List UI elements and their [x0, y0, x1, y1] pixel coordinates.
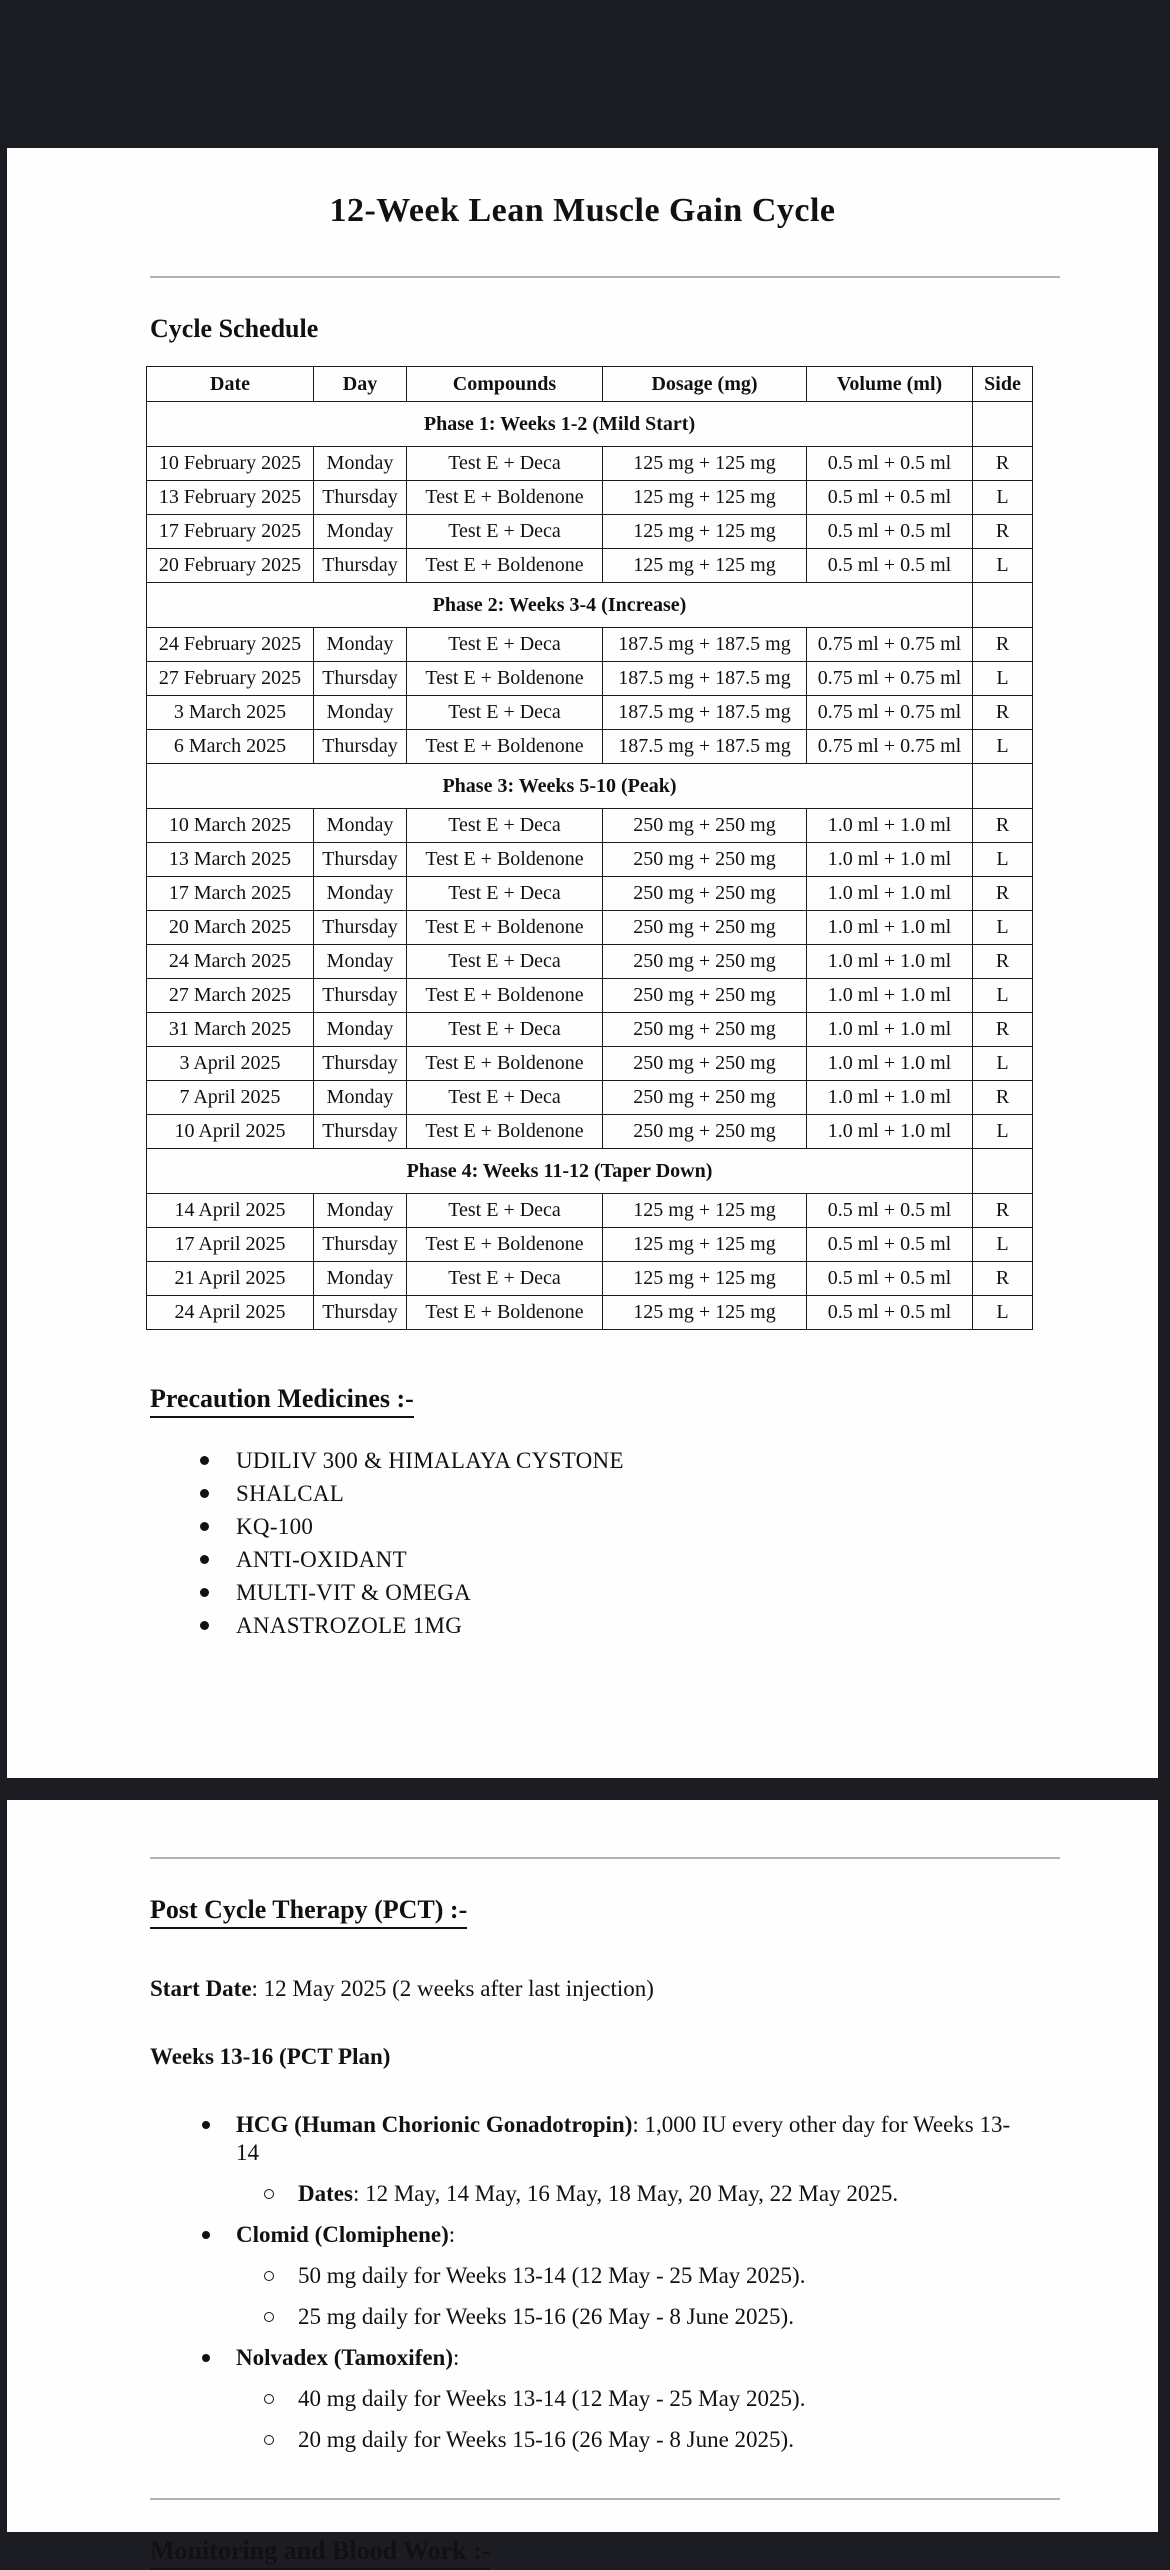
monitoring-heading [150, 2536, 1015, 2570]
table-body [147, 402, 1033, 1330]
table-row [147, 481, 1033, 515]
cell-dosage: 187.5 mg + 187.5 mg [603, 696, 807, 730]
cell-day: Monday [314, 696, 407, 730]
table-row [147, 1194, 1033, 1228]
pct-sub-item-text: 20 mg daily for Weeks 15-16 (26 May - 8 June 2025). [298, 2427, 794, 2452]
cell-dosage: 125 mg + 125 mg [603, 549, 807, 583]
cell-date: 24 April 2025 [147, 1296, 314, 1330]
pct-heading [150, 1895, 1015, 1929]
cell-dosage: 250 mg + 250 mg [603, 979, 807, 1013]
cell-dosage: 125 mg + 125 mg [603, 481, 807, 515]
cell-volume: 1.0 ml + 1.0 ml [807, 843, 973, 877]
cell-date: 3 March 2025 [147, 696, 314, 730]
cell-side: L [973, 481, 1033, 515]
horizontal-rule [150, 276, 1060, 278]
phase-side-empty-cell [973, 583, 1033, 628]
pct-item [150, 2221, 1015, 2331]
table-row [147, 447, 1033, 481]
cell-date: 10 March 2025 [147, 809, 314, 843]
table-row [147, 1228, 1033, 1262]
cell-date: 24 March 2025 [147, 945, 314, 979]
cell-compounds: Test E + Boldenone [407, 1047, 603, 1081]
cell-day: Thursday [314, 911, 407, 945]
cell-compounds: Test E + Boldenone [407, 911, 603, 945]
phase-side-empty-cell [973, 764, 1033, 809]
cell-compounds: Test E + Boldenone [407, 1296, 603, 1330]
cell-volume: 1.0 ml + 1.0 ml [807, 1013, 973, 1047]
phase-header-cell: Phase 2: Weeks 3-4 (Increase) [147, 583, 973, 628]
cell-compounds: Test E + Deca [407, 628, 603, 662]
cell-dosage: 250 mg + 250 mg [603, 911, 807, 945]
pct-sub-item [150, 2262, 1015, 2290]
pct-heading-text: Post Cycle Therapy (PCT) :- [150, 1895, 467, 1929]
cell-dosage: 187.5 mg + 187.5 mg [603, 662, 807, 696]
cell-date: 17 February 2025 [147, 515, 314, 549]
cell-dosage: 250 mg + 250 mg [603, 843, 807, 877]
pct-item [150, 2111, 1015, 2208]
cell-day: Monday [314, 1013, 407, 1047]
horizontal-rule [150, 2498, 1060, 2500]
monitoring-heading-text: Monitoring and Blood Work :- [150, 2536, 490, 2570]
cell-compounds: Test E + Boldenone [407, 979, 603, 1013]
cell-compounds: Test E + Deca [407, 696, 603, 730]
table-row [147, 662, 1033, 696]
cell-day: Thursday [314, 1296, 407, 1330]
cell-volume: 1.0 ml + 1.0 ml [807, 1115, 973, 1149]
pct-item-text: : [448, 2222, 456, 2247]
cell-compounds: Test E + Deca [407, 1194, 603, 1228]
cell-volume: 0.5 ml + 0.5 ml [807, 515, 973, 549]
cell-side: L [973, 662, 1033, 696]
cell-date: 3 April 2025 [147, 1047, 314, 1081]
cell-compounds: Test E + Deca [407, 447, 603, 481]
cell-date: 17 April 2025 [147, 1228, 314, 1262]
cell-volume: 0.5 ml + 0.5 ml [807, 481, 973, 515]
cell-volume: 1.0 ml + 1.0 ml [807, 877, 973, 911]
table-row [147, 911, 1033, 945]
precautions-heading [150, 1384, 1015, 1418]
cell-compounds: Test E + Boldenone [407, 662, 603, 696]
column-header-day: Day [314, 367, 407, 402]
table-header [147, 367, 1033, 402]
cell-volume: 1.0 ml + 1.0 ml [807, 911, 973, 945]
cell-volume: 0.5 ml + 0.5 ml [807, 1194, 973, 1228]
cell-side: L [973, 1296, 1033, 1330]
phase-header-row [147, 402, 1033, 447]
horizontal-rule [150, 1857, 1060, 1859]
pct-item-label: Nolvadex (Tamoxifen) [236, 2345, 454, 2370]
cell-volume: 0.75 ml + 0.75 ml [807, 696, 973, 730]
phase-header-cell: Phase 3: Weeks 5-10 (Peak) [147, 764, 973, 809]
cell-side: R [973, 628, 1033, 662]
cell-volume: 0.5 ml + 0.5 ml [807, 447, 973, 481]
cell-compounds: Test E + Boldenone [407, 1115, 603, 1149]
cell-dosage: 250 mg + 250 mg [603, 877, 807, 911]
cell-day: Monday [314, 515, 407, 549]
cell-compounds: Test E + Deca [407, 877, 603, 911]
cell-day: Monday [314, 628, 407, 662]
cell-day: Thursday [314, 730, 407, 764]
cell-dosage: 250 mg + 250 mg [603, 1047, 807, 1081]
cell-side: L [973, 1228, 1033, 1262]
phase-header-cell: Phase 1: Weeks 1-2 (Mild Start) [147, 402, 973, 447]
cell-compounds: Test E + Boldenone [407, 730, 603, 764]
phase-header-row [147, 583, 1033, 628]
table-row [147, 1081, 1033, 1115]
cell-date: 21 April 2025 [147, 1262, 314, 1296]
phase-side-empty-cell [973, 402, 1033, 447]
pct-sub-list [150, 2262, 1015, 2331]
cell-dosage: 125 mg + 125 mg [603, 1194, 807, 1228]
pct-sub-item-text: 40 mg daily for Weeks 13-14 (12 May - 25 May 2025). [298, 2386, 806, 2411]
cell-side: R [973, 447, 1033, 481]
cell-side: R [973, 515, 1033, 549]
cell-day: Thursday [314, 979, 407, 1013]
precautions-list [150, 1444, 1015, 1642]
column-header-compounds: Compounds [407, 367, 603, 402]
cell-dosage: 250 mg + 250 mg [603, 945, 807, 979]
cell-side: R [973, 1081, 1033, 1115]
cell-day: Monday [314, 1081, 407, 1115]
cell-dosage: 250 mg + 250 mg [603, 1115, 807, 1149]
table-row [147, 945, 1033, 979]
pct-item-text: : 1,000 IU every other day for Weeks 13-14 [236, 2112, 1011, 2165]
cell-date: 10 April 2025 [147, 1115, 314, 1149]
cell-dosage: 125 mg + 125 mg [603, 1228, 807, 1262]
cell-dosage: 250 mg + 250 mg [603, 809, 807, 843]
cell-compounds: Test E + Deca [407, 945, 603, 979]
table-row [147, 515, 1033, 549]
schedule-heading: Cycle Schedule [150, 314, 319, 343]
cell-compounds: Test E + Deca [407, 809, 603, 843]
cell-side: R [973, 1013, 1033, 1047]
table-row [147, 1047, 1033, 1081]
cell-compounds: Test E + Boldenone [407, 481, 603, 515]
pct-sub-item [150, 2303, 1015, 2331]
cell-volume: 1.0 ml + 1.0 ml [807, 809, 973, 843]
cell-date: 24 February 2025 [147, 628, 314, 662]
cell-side: L [973, 1115, 1033, 1149]
cell-date: 7 April 2025 [147, 1081, 314, 1115]
cell-side: L [973, 979, 1033, 1013]
cell-date: 10 February 2025 [147, 447, 314, 481]
cell-date: 27 February 2025 [147, 662, 314, 696]
cell-dosage: 125 mg + 125 mg [603, 515, 807, 549]
start-date-line [150, 1975, 1015, 2003]
cell-compounds: Test E + Deca [407, 1013, 603, 1047]
pct-list [150, 2111, 1015, 2454]
precaution-item: ANTI-OXIDANT [150, 1543, 1015, 1576]
cell-volume: 0.5 ml + 0.5 ml [807, 1262, 973, 1296]
column-header-dosage: Dosage (mg) [603, 367, 807, 402]
cell-dosage: 125 mg + 125 mg [603, 447, 807, 481]
page-title: 12-Week Lean Muscle Gain Cycle [329, 192, 836, 229]
cell-day: Monday [314, 1194, 407, 1228]
cell-volume: 0.5 ml + 0.5 ml [807, 1228, 973, 1262]
cell-side: R [973, 877, 1033, 911]
cell-volume: 0.5 ml + 0.5 ml [807, 1296, 973, 1330]
table-row [147, 696, 1033, 730]
cell-dosage: 125 mg + 125 mg [603, 1296, 807, 1330]
table-row [147, 1013, 1033, 1047]
cell-dosage: 187.5 mg + 187.5 mg [603, 628, 807, 662]
cell-side: R [973, 696, 1033, 730]
cell-dosage: 125 mg + 125 mg [603, 1262, 807, 1296]
phase-header-row [147, 1149, 1033, 1194]
precautions-heading-text: Precaution Medicines :- [150, 1384, 414, 1418]
phase-side-empty-cell [973, 1149, 1033, 1194]
cell-day: Monday [314, 447, 407, 481]
cell-compounds: Test E + Deca [407, 1081, 603, 1115]
pct-sub-list [150, 2385, 1015, 2454]
pct-sub-item-text: : 12 May, 14 May, 16 May, 18 May, 20 May, 22 May 2025. [352, 2181, 899, 2206]
table-row [147, 549, 1033, 583]
cell-side: L [973, 911, 1033, 945]
pct-sub-item-text: 25 mg daily for Weeks 15-16 (26 May - 8 June 2025). [298, 2304, 794, 2329]
cell-side: R [973, 809, 1033, 843]
pct-sub-item-text: 50 mg daily for Weeks 13-14 (12 May - 25 May 2025). [298, 2263, 806, 2288]
cell-compounds: Test E + Boldenone [407, 1228, 603, 1262]
cell-day: Thursday [314, 549, 407, 583]
pct-sub-list [150, 2180, 1015, 2208]
cell-volume: 1.0 ml + 1.0 ml [807, 1047, 973, 1081]
column-header-date: Date [147, 367, 314, 402]
table-row [147, 979, 1033, 1013]
column-header-side: Side [973, 367, 1033, 402]
document-page-1 [7, 148, 1158, 1778]
table-row [147, 809, 1033, 843]
cell-day: Thursday [314, 662, 407, 696]
cell-day: Monday [314, 1262, 407, 1296]
cell-day: Monday [314, 877, 407, 911]
table-row [147, 730, 1033, 764]
cell-compounds: Test E + Deca [407, 1262, 603, 1296]
cycle-schedule-table [146, 366, 1033, 1330]
cell-date: 20 February 2025 [147, 549, 314, 583]
table-row [147, 877, 1033, 911]
cell-date: 13 February 2025 [147, 481, 314, 515]
cell-dosage: 250 mg + 250 mg [603, 1081, 807, 1115]
status-bar-area [0, 0, 1170, 148]
pct-item-label: Clomid (Clomiphene) [236, 2222, 449, 2247]
pct-sub-item-label: Dates [298, 2181, 353, 2206]
table-row [147, 1262, 1033, 1296]
cell-side: L [973, 730, 1033, 764]
cell-volume: 1.0 ml + 1.0 ml [807, 945, 973, 979]
cell-date: 27 March 2025 [147, 979, 314, 1013]
cell-day: Thursday [314, 481, 407, 515]
column-header-volume: Volume (ml) [807, 367, 973, 402]
table-row [147, 1115, 1033, 1149]
precaution-item: SHALCAL [150, 1477, 1015, 1510]
start-date-value: : 12 May 2025 (2 weeks after last injection) [251, 1976, 654, 2001]
cell-date: 14 April 2025 [147, 1194, 314, 1228]
table-row [147, 1296, 1033, 1330]
precaution-item: MULTI-VIT & OMEGA [150, 1576, 1015, 1609]
cell-volume: 0.75 ml + 0.75 ml [807, 730, 973, 764]
cell-date: 31 March 2025 [147, 1013, 314, 1047]
start-date-label: Start Date [150, 1976, 252, 2001]
cell-volume: 1.0 ml + 1.0 ml [807, 979, 973, 1013]
cell-date: 13 March 2025 [147, 843, 314, 877]
pct-item-text: : [453, 2345, 460, 2370]
pct-sub-item [150, 2426, 1015, 2454]
pct-plan-heading: Weeks 13-16 (PCT Plan) [150, 2044, 391, 2069]
cell-day: Monday [314, 809, 407, 843]
table-row [147, 628, 1033, 662]
cell-volume: 1.0 ml + 1.0 ml [807, 1081, 973, 1115]
cell-day: Thursday [314, 1047, 407, 1081]
cell-date: 6 March 2025 [147, 730, 314, 764]
cell-side: R [973, 1262, 1033, 1296]
table-header-row [147, 367, 1033, 402]
cell-side: R [973, 1194, 1033, 1228]
document-page-2 [7, 1800, 1158, 2565]
pct-sub-item [150, 2180, 1015, 2208]
cell-volume: 0.75 ml + 0.75 ml [807, 662, 973, 696]
cell-side: L [973, 549, 1033, 583]
cell-date: 20 March 2025 [147, 911, 314, 945]
cell-volume: 0.75 ml + 0.75 ml [807, 628, 973, 662]
cell-volume: 0.5 ml + 0.5 ml [807, 549, 973, 583]
cell-side: L [973, 843, 1033, 877]
cell-compounds: Test E + Boldenone [407, 843, 603, 877]
cell-day: Monday [314, 945, 407, 979]
cell-compounds: Test E + Deca [407, 515, 603, 549]
precaution-item: KQ-100 [150, 1510, 1015, 1543]
table-row [147, 843, 1033, 877]
cell-compounds: Test E + Boldenone [407, 549, 603, 583]
cell-dosage: 250 mg + 250 mg [603, 1013, 807, 1047]
pct-item-label: HCG (Human Chorionic Gonadotropin) [236, 2112, 633, 2137]
cell-day: Thursday [314, 1115, 407, 1149]
precaution-item: UDILIV 300 & HIMALAYA CYSTONE [150, 1444, 1015, 1477]
cell-day: Thursday [314, 1228, 407, 1262]
cell-dosage: 187.5 mg + 187.5 mg [603, 730, 807, 764]
cell-day: Thursday [314, 843, 407, 877]
phase-header-row [147, 764, 1033, 809]
cell-date: 17 March 2025 [147, 877, 314, 911]
precaution-item: ANASTROZOLE 1MG [150, 1609, 1015, 1642]
pct-sub-item [150, 2385, 1015, 2413]
pct-item [150, 2344, 1015, 2454]
cell-side: R [973, 945, 1033, 979]
phase-header-cell: Phase 4: Weeks 11-12 (Taper Down) [147, 1149, 973, 1194]
cell-side: L [973, 1047, 1033, 1081]
